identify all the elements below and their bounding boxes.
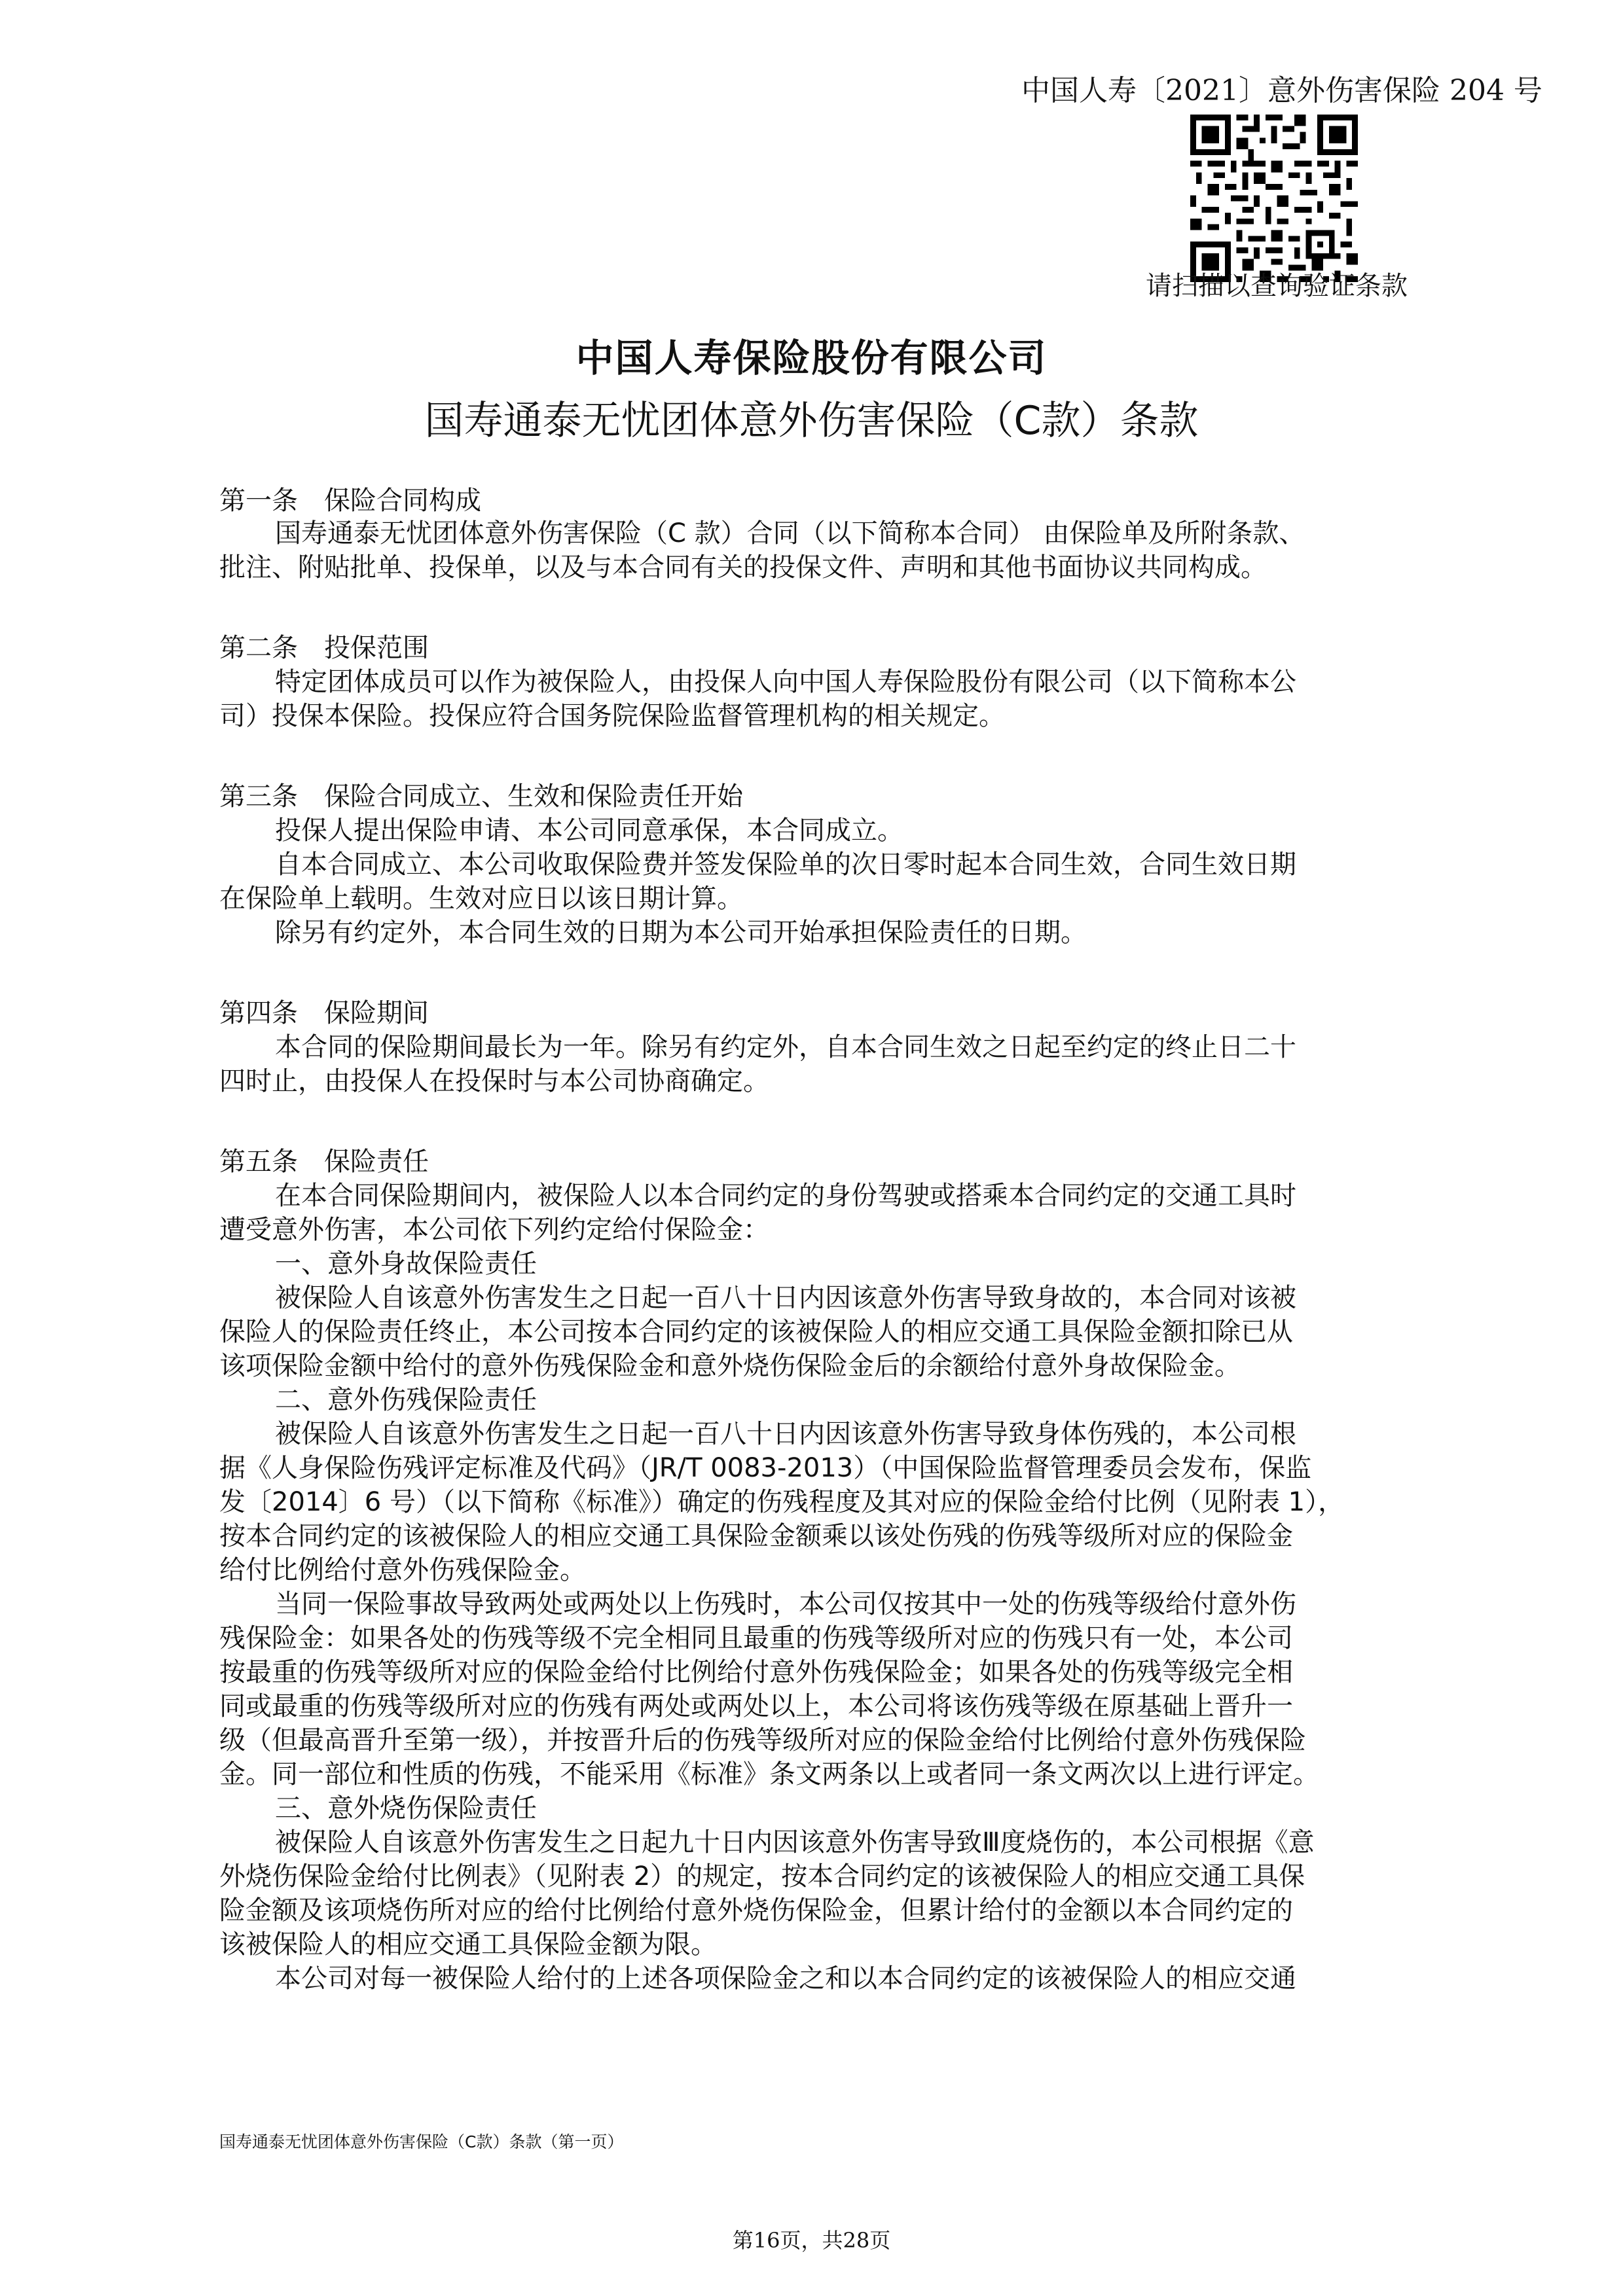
paragraph-line: 司）投保本保险。投保应符合国务院保险监督管理机构的相关规定。 — [219, 701, 1005, 731]
paragraph-line: 遭受意外伤害，本公司依下列约定给付保险金： — [219, 1215, 769, 1245]
paragraph-line: 该被保险人的相应交通工具保险金额为限。 — [219, 1929, 717, 1960]
paragraph-line: 除另有约定外，本合同生效的日期为本公司开始承担保险责任的日期。 — [275, 918, 1087, 948]
article-heading: 第二条 投保范围 — [219, 633, 429, 663]
paragraph-line: 被保险人自该意外伤害发生之日起一百八十日内因该意外伤害导致身故的，本合同对该被 — [275, 1283, 1296, 1313]
company-name: 中国人寿保险股份有限公司 — [575, 336, 1048, 380]
paragraph-line: 同或最重的伤残等级所对应的伤残有两处或两处以上，本公司将该伤残等级在原基础上晋升一 — [219, 1691, 1293, 1721]
paragraph-line: 残保险金：如果各处的伤残等级不完全相同且最重的伤残等级所对应的伤残只有一处，本公司 — [219, 1623, 1293, 1653]
paragraph-line: 外烧伤保险金给付比例表》（见附表 2）的规定，按本合同约定的该被保险人的相应交通工具保 — [219, 1861, 1305, 1892]
paragraph-line: 发〔2014〕6 号）（以下简称《标准》）确定的伤残程度及其对应的保险金给付比例（见附表 1）， — [219, 1487, 1345, 1517]
paragraph-line: 该项保险金额中给付的意外伤残保险金和意外烧伤保险金后的余额给付意外身故保险金。 — [219, 1351, 1241, 1381]
document-number: 中国人寿〔2021〕意外伤害保险 204 号 — [1021, 74, 1542, 107]
section-heading: 二、意外伤残保险责任 — [275, 1385, 537, 1415]
paragraph-line: 四时止，由投保人在投保时与本公司协商确定。 — [219, 1066, 769, 1096]
document-title: 国寿通泰无忧团体意外伤害保险（C款）条款 — [424, 398, 1199, 444]
paragraph-line: 本合同的保险期间最长为一年。除另有约定外，自本合同生效之日起至约定的终止日二十 — [275, 1032, 1296, 1062]
paragraph-line: 级（但最高晋升至第一级），并按晋升后的伤残等级所对应的保险金给付比例给付意外伤残保险 — [219, 1725, 1306, 1755]
section-heading: 一、意外身故保险责任 — [275, 1249, 537, 1279]
paragraph-line: 在保险单上载明。生效对应日以该日期计算。 — [219, 884, 743, 914]
paragraph-line: 在本合同保险期间内，被保险人以本合同约定的身份驾驶或搭乘本合同约定的交通工具时 — [275, 1181, 1296, 1211]
paragraph-line: 金。同一部位和性质的伤残，不能采用《标准》条文两条以上或者同一条文两次以上进行评定。 — [219, 1759, 1319, 1789]
paragraph-line: 自本合同成立、本公司收取保险费并签发保险单的次日零时起本合同生效，合同生效日期 — [275, 850, 1296, 880]
paragraph-line: 特定团体成员可以作为被保险人，由投保人向中国人寿保险股份有限公司（以下简称本公 — [275, 667, 1296, 697]
paragraph-line: 当同一保险事故导致两处或两处以上伤残时，本公司仅按其中一处的伤残等级给付意外伤 — [275, 1589, 1296, 1619]
paragraph-line: 保险人的保险责任终止，本公司按本合同约定的该被保险人的相应交通工具保险金额扣除已从 — [219, 1317, 1293, 1347]
section-heading: 三、意外烧伤保险责任 — [275, 1793, 537, 1823]
article-heading: 第三条 保险合同成立、生效和保险责任开始 — [219, 781, 743, 812]
paragraph-line: 按最重的伤残等级所对应的保险金给付比例给付意外伤残保险金；如果各处的伤残等级完全相 — [219, 1657, 1293, 1687]
footer-document-name: 国寿通泰无忧团体意外伤害保险（C款）条款（第一页） — [219, 2132, 624, 2151]
article-heading: 第四条 保险期间 — [219, 998, 429, 1028]
paragraph-line: 被保险人自该意外伤害发生之日起九十日内因该意外伤害导致Ⅲ度烧伤的，本公司根据《意 — [275, 1827, 1315, 1857]
paragraph-line: 被保险人自该意外伤害发生之日起一百八十日内因该意外伤害导致身体伤残的，本公司根 — [275, 1419, 1296, 1449]
paragraph-line: 险金额及该项烧伤所对应的给付比例给付意外烧伤保险金，但累计给付的金额以本合同约定的 — [219, 1895, 1293, 1926]
article-heading: 第五条 保险责任 — [219, 1147, 429, 1177]
paragraph-line: 投保人提出保险申请、本公司同意承保，本合同成立。 — [275, 816, 903, 846]
article-heading: 第一条 保险合同构成 — [219, 486, 481, 516]
paragraph-line: 按本合同约定的该被保险人的相应交通工具保险金额乘以该处伤残的伤残等级所对应的保险金 — [219, 1521, 1293, 1551]
paragraph-line: 批注、附贴批单、投保单，以及与本合同有关的投保文件、声明和其他书面协议共同构成。 — [219, 552, 1267, 583]
paragraph-line: 据《人身保险伤残评定标准及代码》（JR/T 0083-2013）（中国保险监督管理委员会发布，保监 — [219, 1453, 1312, 1483]
paragraph-line: 给付比例给付意外伤残保险金。 — [219, 1555, 586, 1585]
paragraph-line: 本公司对每一被保险人给付的上述各项保险金之和以本合同约定的该被保险人的相应交通 — [275, 1964, 1296, 1994]
paragraph-line: 国寿通泰无忧团体意外伤害保险（C 款）合同（以下简称本合同） 由保险单及所附条款、 — [275, 518, 1305, 548]
page-number: 第16页，共28页 — [732, 2228, 891, 2253]
qr-code — [1190, 115, 1358, 282]
qr-caption: 请扫描以查询验证条款 — [1146, 271, 1408, 301]
